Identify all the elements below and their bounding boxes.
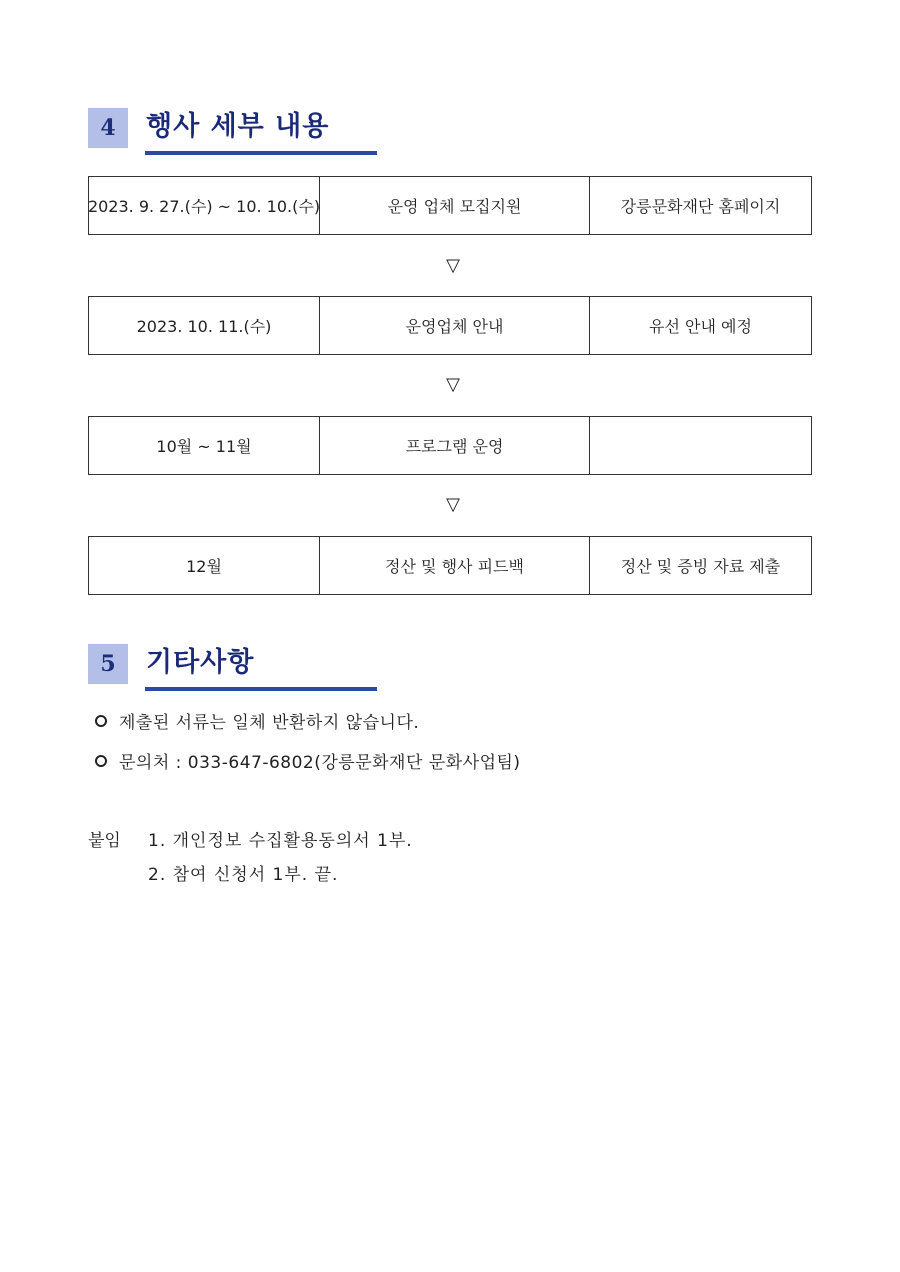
flow-note: 정산 및 증빙 자료 제출 <box>620 557 781 576</box>
attachment-item: 2. 참여 신청서 1부. 끝. <box>148 865 339 885</box>
section-4-header <box>88 108 388 158</box>
flow-note <box>590 417 811 474</box>
attachment-label: 붙임 <box>88 831 121 851</box>
flow-note: 유선 안내 예정 <box>649 317 752 336</box>
flow-task: 운영 업체 모집지원 <box>320 177 590 234</box>
flow-task: 정산 및 행사 피드백 <box>320 537 590 594</box>
flow-arrow-1: ▽ <box>446 255 460 276</box>
flow-date: 2023. 9. 27.(수) ~ 10. 10.(수) <box>89 177 320 234</box>
flow-task: 운영업체 안내 <box>320 297 590 354</box>
flow-arrow-2: ▽ <box>446 374 460 395</box>
bullet-text: 문의처 : 033-647-6802(강릉문화재단 문화사업팀) <box>119 753 521 773</box>
flow-note: 강릉문화재단 홈페이지 <box>620 197 781 216</box>
bullet-item <box>95 708 419 733</box>
flow-date: 12월 <box>89 537 320 594</box>
flow-row-2 <box>88 296 812 355</box>
flow-row-1 <box>88 176 812 235</box>
bullet-item <box>95 748 521 773</box>
bullet-text: 제출된 서류는 일체 반환하지 않습니다. <box>119 713 420 733</box>
flow-date: 10월 ~ 11월 <box>89 417 320 474</box>
flow-row-3 <box>88 416 812 475</box>
attachment-item: 1. 개인정보 수집활용동의서 1부. <box>148 831 413 851</box>
section-4-underline <box>145 151 377 155</box>
section-5-number: 5 <box>88 644 128 684</box>
section-4-title: 행사 세부 내용 <box>146 111 330 142</box>
flow-task: 프로그램 운영 <box>320 417 590 474</box>
flow-date: 2023. 10. 11.(수) <box>89 297 320 354</box>
flow-arrow-3: ▽ <box>446 494 460 515</box>
section-5-underline <box>145 687 377 691</box>
section-5-header <box>88 644 388 694</box>
circle-bullet-icon <box>95 755 107 767</box>
section-5-title: 기타사항 <box>146 647 255 678</box>
circle-bullet-icon <box>95 715 107 727</box>
section-4-number: 4 <box>88 108 128 148</box>
flow-row-4 <box>88 536 812 595</box>
